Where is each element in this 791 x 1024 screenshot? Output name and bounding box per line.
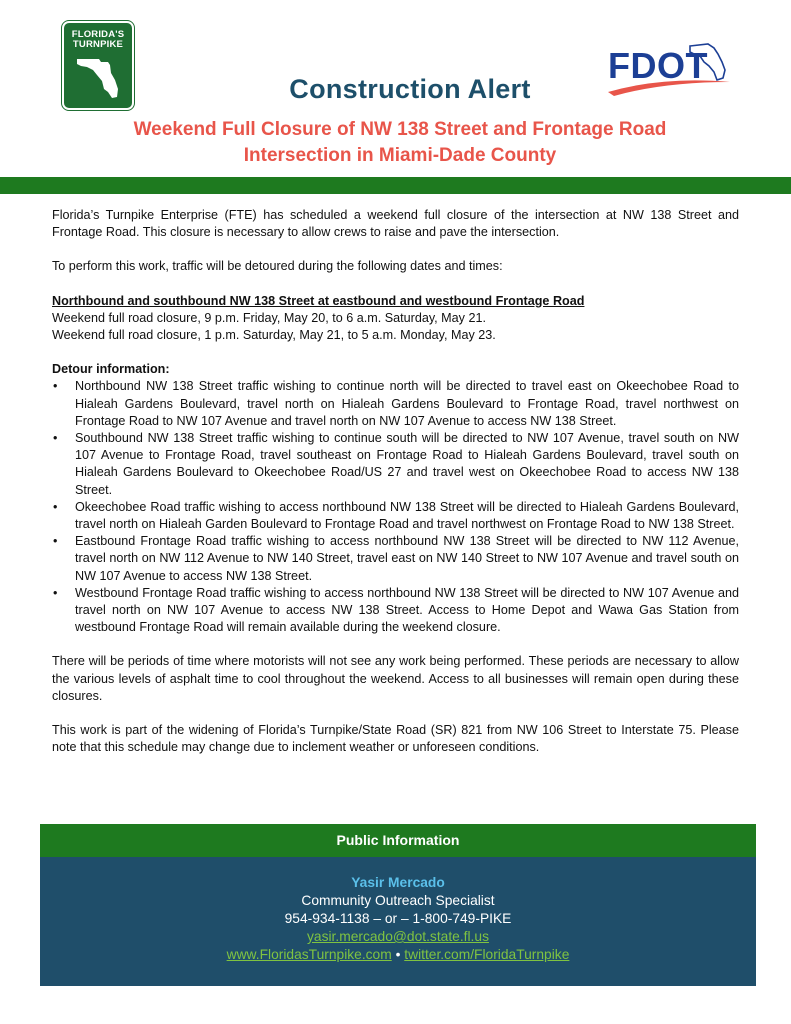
bullet-icon: • [53,534,58,549]
header-divider-bar [0,177,791,194]
closure-line-1: Weekend full road closure, 9 p.m. Friday, May 20, to 6 a.m. Saturday, May 21. [52,310,486,325]
detour-heading: Detour information: [52,362,170,377]
list-item [52,378,739,430]
contact-role: Community Outreach Specialist [301,893,495,908]
perform-paragraph: To perform this work, traffic will be detoured during the following dates and times: [52,259,503,274]
public-information-heading: Public Information [40,824,756,857]
periods-paragraph: There will be periods of time where motorists will not see any work being performed. These periods are necessary to allow the various levels of asphalt time to cool throughout the weekend. Access to all businesses will remain open during these closures. [52,654,739,703]
public-information-panel [40,857,756,986]
subtitle-line-1: Weekend Full Closure of NW 138 Street and Frontage Road [133,119,667,140]
page-title: Construction Alert [289,74,531,104]
turnpike-logo-text: FLORIDA'S TURNPIKE [71,29,125,50]
contact-name: Yasir Mercado [351,875,445,890]
list-item [52,533,739,585]
list-item [52,585,739,637]
subtitle-line-2: Intersection in Miami-Dade County [243,145,557,166]
link-separator: • [395,947,401,962]
bullet-icon: • [53,379,58,394]
page-subtitle [0,117,791,169]
widening-paragraph: This work is part of the widening of Florida’s Turnpike/State Road (SR) 821 from NW 106 Street to Interstate 75. Please note that this schedule may change due to inclement weather or unforeseen conditions. [52,723,739,755]
fdot-logo-text: FDOT [608,45,708,86]
twitter-link[interactable]: twitter.com/FloridaTurnpike [404,947,570,962]
contact-phone: 954-934-1138 – or – 1-800-749-PIKE [284,911,512,926]
intro-paragraph: Florida’s Turnpike Enterprise (FTE) has scheduled a weekend full closure of the intersection at NW 138 Street and Frontage Road. This closure is necessary to allow crews to raise and pave the intersection. [52,208,739,240]
detour-text: Southbound NW 138 Street traffic wishing to continue south will be directed to NW 107 Avenue, travel south on NW 107 Avenue to Frontage Road, travel southeast on Frontage Road to Hialeah Gardens Boulevard, travel south on Hialeah Gardens Boulevard to Okeechobee Road/US 27 and travel west on Okeechobee Road to access NW 138 Street. [75,431,739,497]
bullet-icon: • [53,585,58,600]
closure-line-2: Weekend full road closure, 1 p.m. Saturday, May 21, to 5 a.m. Monday, May 23. [52,328,496,343]
closure-section-heading: Northbound and southbound NW 138 Street at eastbound and westbound Frontage Road [52,293,585,308]
detour-text: Okeechobee Road traffic wishing to access northbound NW 138 Street will be directed to Hialeah Gardens Boulevard, travel north on Hialeah Garden Boulevard to Frontage Road and travel northwest on Frontage Road to NW 138 Street. [75,499,739,532]
alert-body [52,207,739,756]
website-link[interactable]: www.FloridasTurnpike.com [226,947,392,962]
detour-text: Westbound Frontage Road traffic wishing to access northbound NW 138 Street will be directed to NW 107 Avenue and travel north on NW 107 Avenue to access NW 138 Street. Access to Home Depot and Wawa Gas Station from westbound Frontage Road will remain available during the weekend closure. [75,585,739,635]
list-item [52,499,739,533]
list-item [52,430,739,499]
bullet-icon: • [53,431,58,446]
detour-text: Eastbound Frontage Road traffic wishing to access northbound NW 138 Street will be directed to NW 112 Avenue, travel north on NW 112 Avenue to NW 140 Street, travel east on NW 140 Street to NW 107 Avenue and travel south on NW 107 Avenue to access NW 138 Street. [75,534,739,583]
detour-text: Northbound NW 138 Street traffic wishing to continue north will be directed to travel east on Okeechobee Road to Hialeah Gardens Boulevard, travel north on Hialeah Gardens Boulevard to Frontage Road, travel northwest on Frontage Road to NW 107 Avenue and travel north on NW 107 Avenue to access NW 138 Street. [75,379,739,428]
bullet-icon: • [53,499,58,514]
detour-list [52,378,739,636]
contact-email-link[interactable]: yasir.mercado@dot.state.fl.us [307,929,489,944]
